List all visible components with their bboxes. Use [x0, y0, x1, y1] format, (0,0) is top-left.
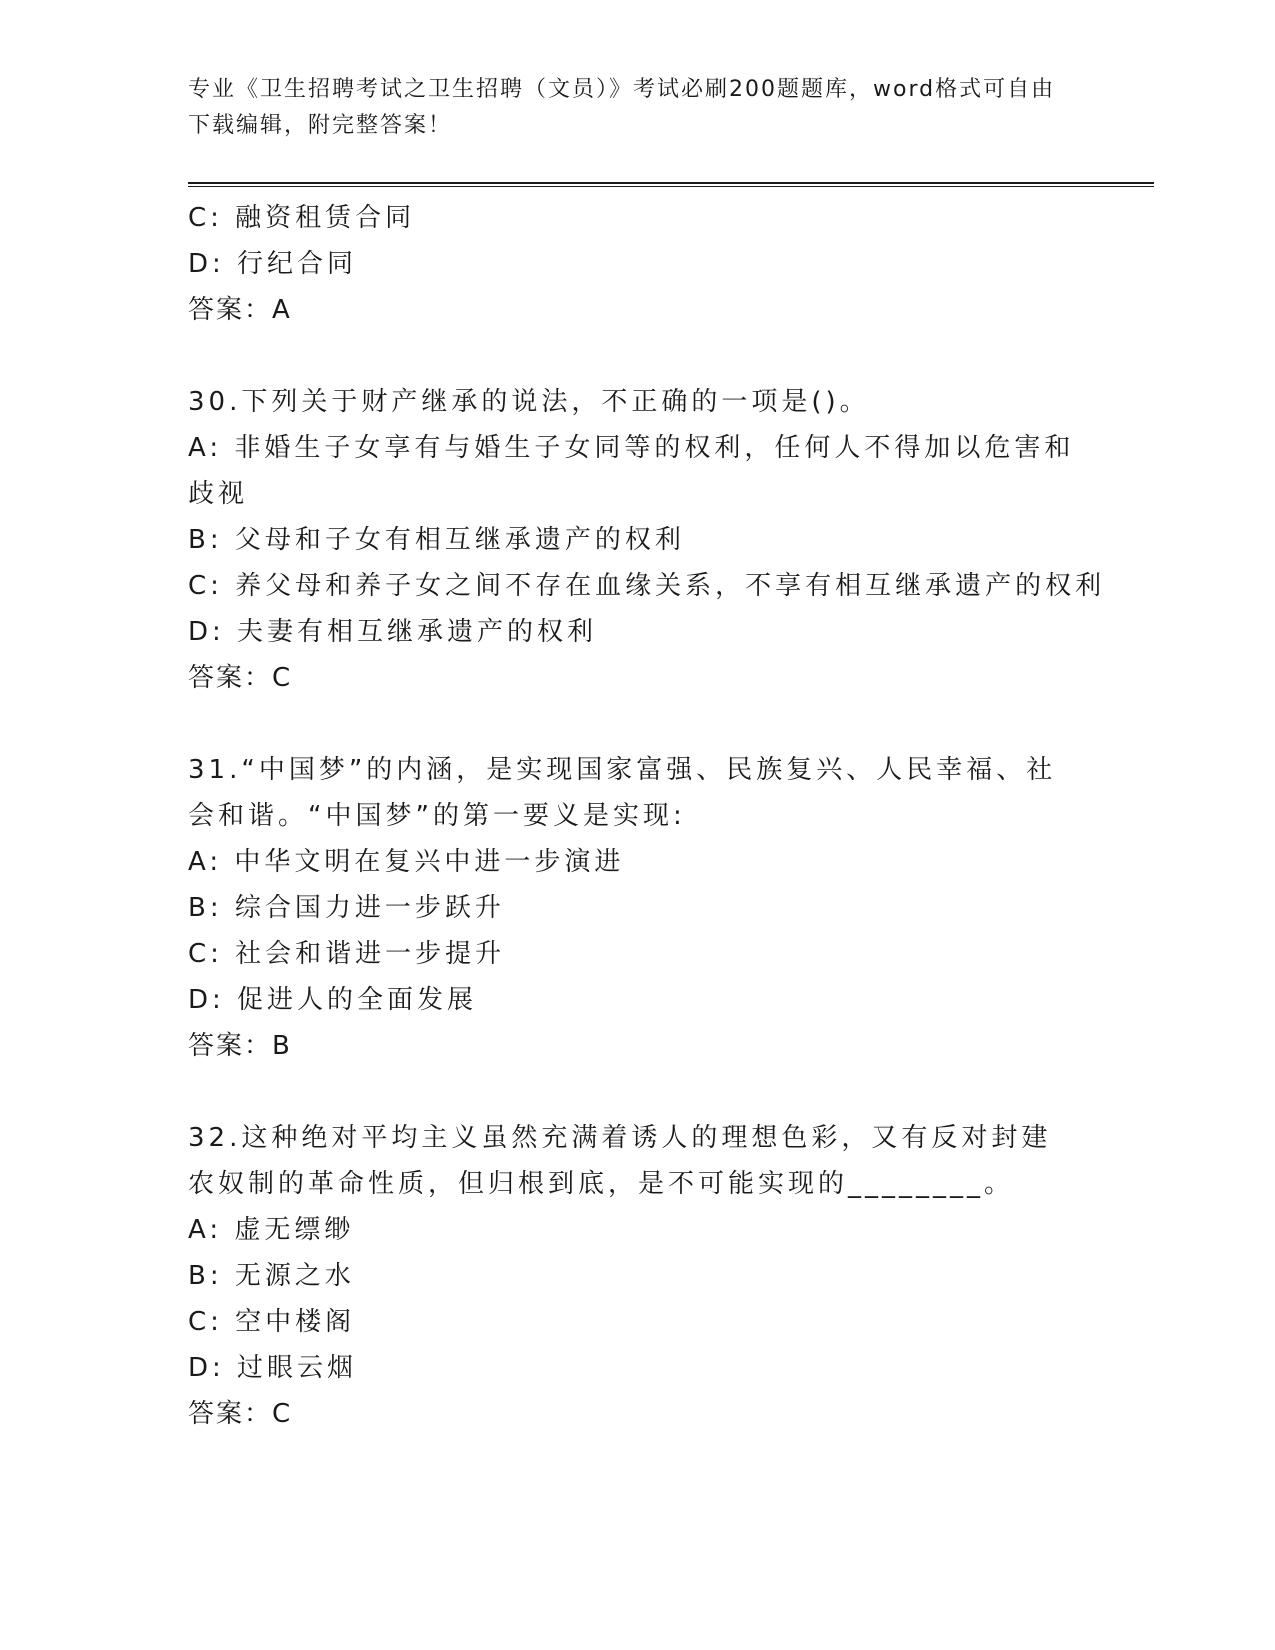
answer: 答案：A	[188, 295, 292, 325]
document-page	[188, 72, 1148, 1437]
option-d: D: 过眼云烟	[188, 1353, 358, 1383]
question-29-tail	[188, 195, 1148, 333]
question-stem: 32.这种绝对平均主义虽然充满着诱人的理想色彩，又有反对封建农奴制的革命性质，但归根到底，是不可能实现的________。	[188, 1123, 1052, 1199]
option-c: C: 空中楼阁	[188, 1307, 356, 1337]
question-stem: 30.下列关于财产继承的说法，不正确的一项是()。	[188, 387, 870, 417]
option-c: C: 融资租赁合同	[188, 203, 416, 233]
option-a: A: 虚无缥缈	[188, 1215, 355, 1245]
option-d: D: 行纪合同	[188, 249, 358, 279]
answer: 答案：B	[188, 1031, 292, 1061]
option-c: C: 社会和谐进一步提升	[188, 939, 506, 969]
option-c: C: 养父母和养子女之间不存在血缘关系，不享有相互继承遗产的权利	[188, 571, 1106, 601]
question-32	[188, 1115, 1148, 1437]
option-a: A: 中华文明在复兴中进一步演进	[188, 847, 625, 877]
document-header: 专业《卫生招聘考试之卫生招聘（文员）》考试必刷200题题库，word格式可自由下载编辑，附完整答案！	[188, 77, 1056, 138]
question-stem: 31.“中国梦”的内涵，是实现国家富强、民族复兴、人民幸福、社会和谐。“中国梦”的第一要义是实现:	[188, 755, 1057, 831]
question-31	[188, 747, 1148, 1069]
option-a: A: 非婚生子女享有与婚生子女同等的权利，任何人不得加以危害和歧视	[188, 433, 1075, 509]
option-b: B: 综合国力进一步跃升	[188, 893, 505, 923]
option-d: D: 夫妻有相互继承遗产的权利	[188, 617, 598, 647]
question-30	[188, 379, 1148, 701]
answer: 答案：C	[188, 1399, 293, 1429]
option-b: B: 无源之水	[188, 1261, 355, 1291]
option-d: D: 促进人的全面发展	[188, 985, 478, 1015]
header-divider	[188, 182, 1154, 187]
answer: 答案：C	[188, 663, 293, 693]
question-list	[188, 195, 1148, 1437]
option-b: B: 父母和子女有相互继承遗产的权利	[188, 525, 685, 555]
